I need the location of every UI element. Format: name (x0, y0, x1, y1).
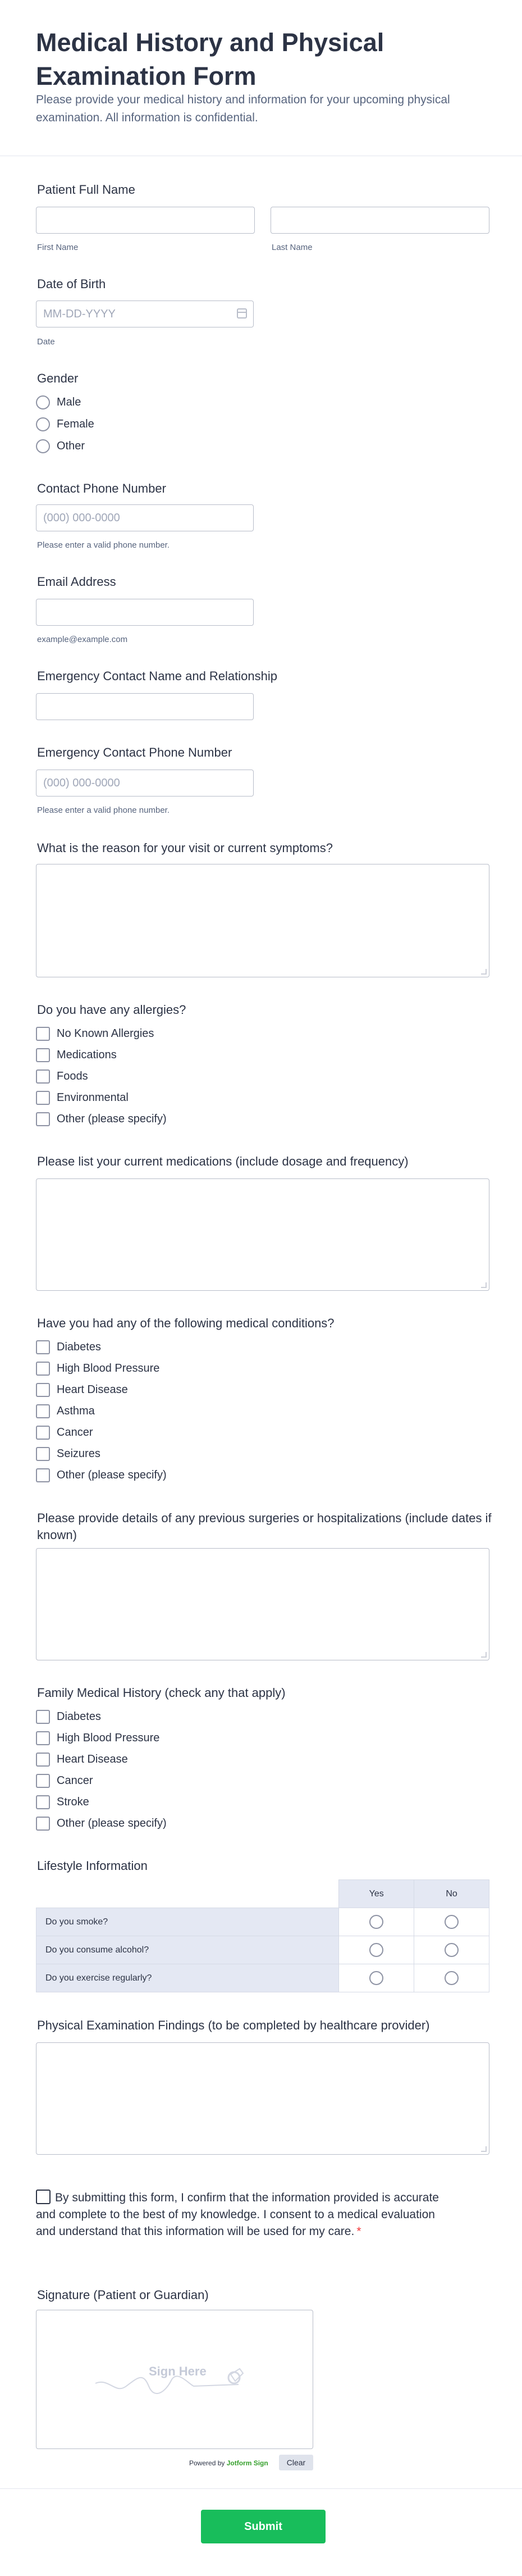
family-option[interactable] (36, 1773, 93, 1788)
email-input[interactable] (36, 599, 254, 626)
option-label: Environmental (57, 1091, 129, 1104)
dob-sublabel: Date (37, 337, 55, 347)
option-label: Foods (57, 1069, 88, 1082)
option-label: Other (57, 439, 85, 452)
checkbox[interactable] (36, 1362, 50, 1376)
email-sublabel: example@example.com (37, 635, 128, 644)
option-label: Diabetes (57, 1340, 101, 1353)
family-option[interactable] (36, 1709, 101, 1724)
family-option[interactable] (36, 1794, 89, 1810)
option-label: Stroke (57, 1795, 89, 1808)
radio-button[interactable] (36, 395, 50, 409)
emergency-name-input[interactable] (36, 693, 254, 720)
checkbox[interactable] (36, 1404, 50, 1418)
emergency-name-label: Emergency Contact Name and Relationship (37, 669, 278, 683)
emergency-phone-sublabel: Please enter a valid phone number. (37, 805, 170, 815)
allergy-option[interactable] (36, 1068, 88, 1084)
matrix-row (36, 1908, 489, 1936)
family-option[interactable] (36, 1730, 159, 1746)
resize-handle-icon[interactable] (481, 1652, 487, 1658)
allergy-option[interactable] (36, 1047, 117, 1063)
checkbox[interactable] (36, 1112, 50, 1126)
allergy-option[interactable] (36, 1026, 154, 1041)
matrix-radio-yes[interactable] (369, 1971, 383, 1985)
powered-prefix: Powered by (189, 2459, 225, 2467)
matrix-row (36, 1964, 489, 1992)
checkbox[interactable] (36, 1447, 50, 1461)
calendar-icon[interactable] (237, 308, 247, 318)
checkbox[interactable] (36, 1340, 50, 1354)
form-header (0, 0, 522, 156)
matrix-radio-no[interactable] (445, 1943, 459, 1957)
patient-name-label: Patient Full Name (37, 183, 135, 197)
checkbox[interactable] (36, 1731, 50, 1745)
consent-field[interactable] (36, 2190, 440, 2240)
signature-pad[interactable] (36, 2310, 313, 2449)
allergy-option[interactable] (36, 1090, 129, 1105)
family-option[interactable] (36, 1815, 167, 1831)
option-label: Medications (57, 1048, 117, 1061)
family-history-label: Family Medical History (check any that apply) (37, 1686, 286, 1700)
resize-handle-icon[interactable] (481, 1282, 487, 1288)
option-label: Heart Disease (57, 1753, 128, 1765)
condition-option[interactable] (36, 1446, 100, 1462)
checkbox[interactable] (36, 1069, 50, 1084)
surgeries-label: Please provide details of any previous surgeries or hospitalizations (include dates if known) (37, 1511, 492, 1542)
option-label: Other (please specify) (57, 1112, 167, 1125)
matrix-radio-no[interactable] (445, 1971, 459, 1985)
gender-option-other[interactable] (36, 438, 85, 454)
dob-label: Date of Birth (37, 277, 106, 291)
matrix-header-no: No (414, 1880, 489, 1908)
consent-text: By submitting this form, I confirm that the information provided is accurate and complete to the best of my knowledge. I consent to a medical evaluation and understand that this information will be used for my care. (36, 2191, 439, 2238)
matrix-row-label: Do you smoke? (36, 1908, 339, 1936)
condition-option[interactable] (36, 1339, 101, 1355)
emergency-phone-label: Emergency Contact Phone Number (37, 745, 232, 759)
dob-input[interactable] (36, 301, 254, 327)
dob-field (36, 301, 254, 327)
option-label: Heart Disease (57, 1383, 128, 1396)
option-label: Male (57, 395, 81, 408)
phone-label: Contact Phone Number (37, 481, 166, 495)
option-label: High Blood Pressure (57, 1362, 160, 1375)
checkbox[interactable] (36, 1795, 50, 1809)
phone-input[interactable] (36, 504, 254, 531)
resize-handle-icon[interactable] (481, 2146, 487, 2152)
conditions-label: Have you had any of the following medical conditions? (37, 1316, 335, 1330)
powered-by (189, 2459, 268, 2467)
gender-label: Gender (37, 371, 79, 385)
email-label: Email Address (37, 575, 116, 589)
matrix-row (36, 1936, 489, 1964)
matrix-radio-yes[interactable] (369, 1915, 383, 1929)
option-label: Other (please specify) (57, 1468, 167, 1481)
condition-option[interactable] (36, 1382, 128, 1398)
matrix-row-label: Do you consume alcohol? (36, 1936, 339, 1964)
exam-findings-textarea[interactable] (36, 2042, 489, 2155)
matrix-radio-yes[interactable] (369, 1943, 383, 1957)
checkbox[interactable] (36, 1817, 50, 1831)
last-name-sublabel: Last Name (272, 243, 313, 252)
condition-option[interactable] (36, 1403, 95, 1419)
exam-findings-label: Physical Examination Findings (to be completed by healthcare provider) (37, 2018, 430, 2032)
gender-option-female[interactable] (36, 416, 94, 432)
signature-hint: Sign Here (149, 2364, 207, 2378)
medications-label: Please list your current medications (include dosage and frequency) (37, 1154, 409, 1168)
checkbox[interactable] (36, 1710, 50, 1724)
last-name-input[interactable] (271, 207, 489, 234)
form-description: Please provide your medical history and information for your upcoming physical examination. All information is confidential. (36, 93, 450, 124)
matrix-header-yes: Yes (339, 1880, 414, 1908)
matrix-row-label: Do you exercise regularly? (36, 1964, 339, 1992)
condition-option[interactable] (36, 1360, 159, 1376)
option-label: Asthma (57, 1404, 95, 1417)
checkbox[interactable] (36, 1027, 50, 1041)
consent-checkbox[interactable] (36, 2190, 51, 2204)
condition-option[interactable] (36, 1424, 93, 1440)
option-label: Diabetes (57, 1710, 101, 1723)
checkbox[interactable] (36, 1753, 50, 1767)
lifestyle-matrix (36, 1879, 489, 1992)
option-label: Cancer (57, 1426, 93, 1439)
checkbox[interactable] (36, 1468, 50, 1482)
lifestyle-label: Lifestyle Information (37, 1859, 148, 1873)
option-label: Cancer (57, 1774, 93, 1787)
option-label: Seizures (57, 1447, 100, 1460)
family-option[interactable] (36, 1751, 128, 1767)
condition-option[interactable] (36, 1467, 167, 1483)
option-label: No Known Allergies (57, 1027, 154, 1040)
option-label: High Blood Pressure (57, 1731, 160, 1744)
submit-button[interactable]: Submit (201, 2510, 326, 2543)
allergies-label: Do you have any allergies? (37, 1003, 186, 1017)
medications-textarea[interactable] (36, 1178, 489, 1291)
matrix-corner (36, 1880, 339, 1908)
checkbox[interactable] (36, 1426, 50, 1440)
form-title: Medical History and Physical Examination Form (36, 28, 384, 90)
first-name-input[interactable] (36, 207, 255, 234)
checkbox[interactable] (36, 1048, 50, 1062)
required-mark: * (356, 2225, 361, 2238)
reason-textarea[interactable] (36, 864, 489, 977)
resize-handle-icon[interactable] (481, 969, 487, 975)
option-label: Other (please specify) (57, 1817, 167, 1829)
radio-button[interactable] (36, 439, 50, 453)
matrix-radio-no[interactable] (445, 1915, 459, 1929)
first-name-sublabel: First Name (37, 243, 79, 252)
powered-brand: Jotform Sign (226, 2459, 268, 2467)
emergency-phone-input[interactable] (36, 770, 254, 797)
checkbox[interactable] (36, 1383, 50, 1397)
signature-label: Signature (Patient or Guardian) (37, 2288, 209, 2302)
allergy-option[interactable] (36, 1111, 167, 1127)
gender-option-male[interactable] (36, 394, 81, 410)
option-label: Female (57, 417, 94, 430)
radio-button[interactable] (36, 417, 50, 431)
clear-signature-button[interactable]: Clear (279, 2455, 313, 2470)
phone-sublabel: Please enter a valid phone number. (37, 540, 170, 550)
surgeries-textarea[interactable] (36, 1548, 489, 1660)
reason-label: What is the reason for your visit or current symptoms? (37, 841, 333, 855)
checkbox[interactable] (36, 1091, 50, 1105)
checkbox[interactable] (36, 1774, 50, 1788)
footer-divider (0, 2488, 522, 2489)
